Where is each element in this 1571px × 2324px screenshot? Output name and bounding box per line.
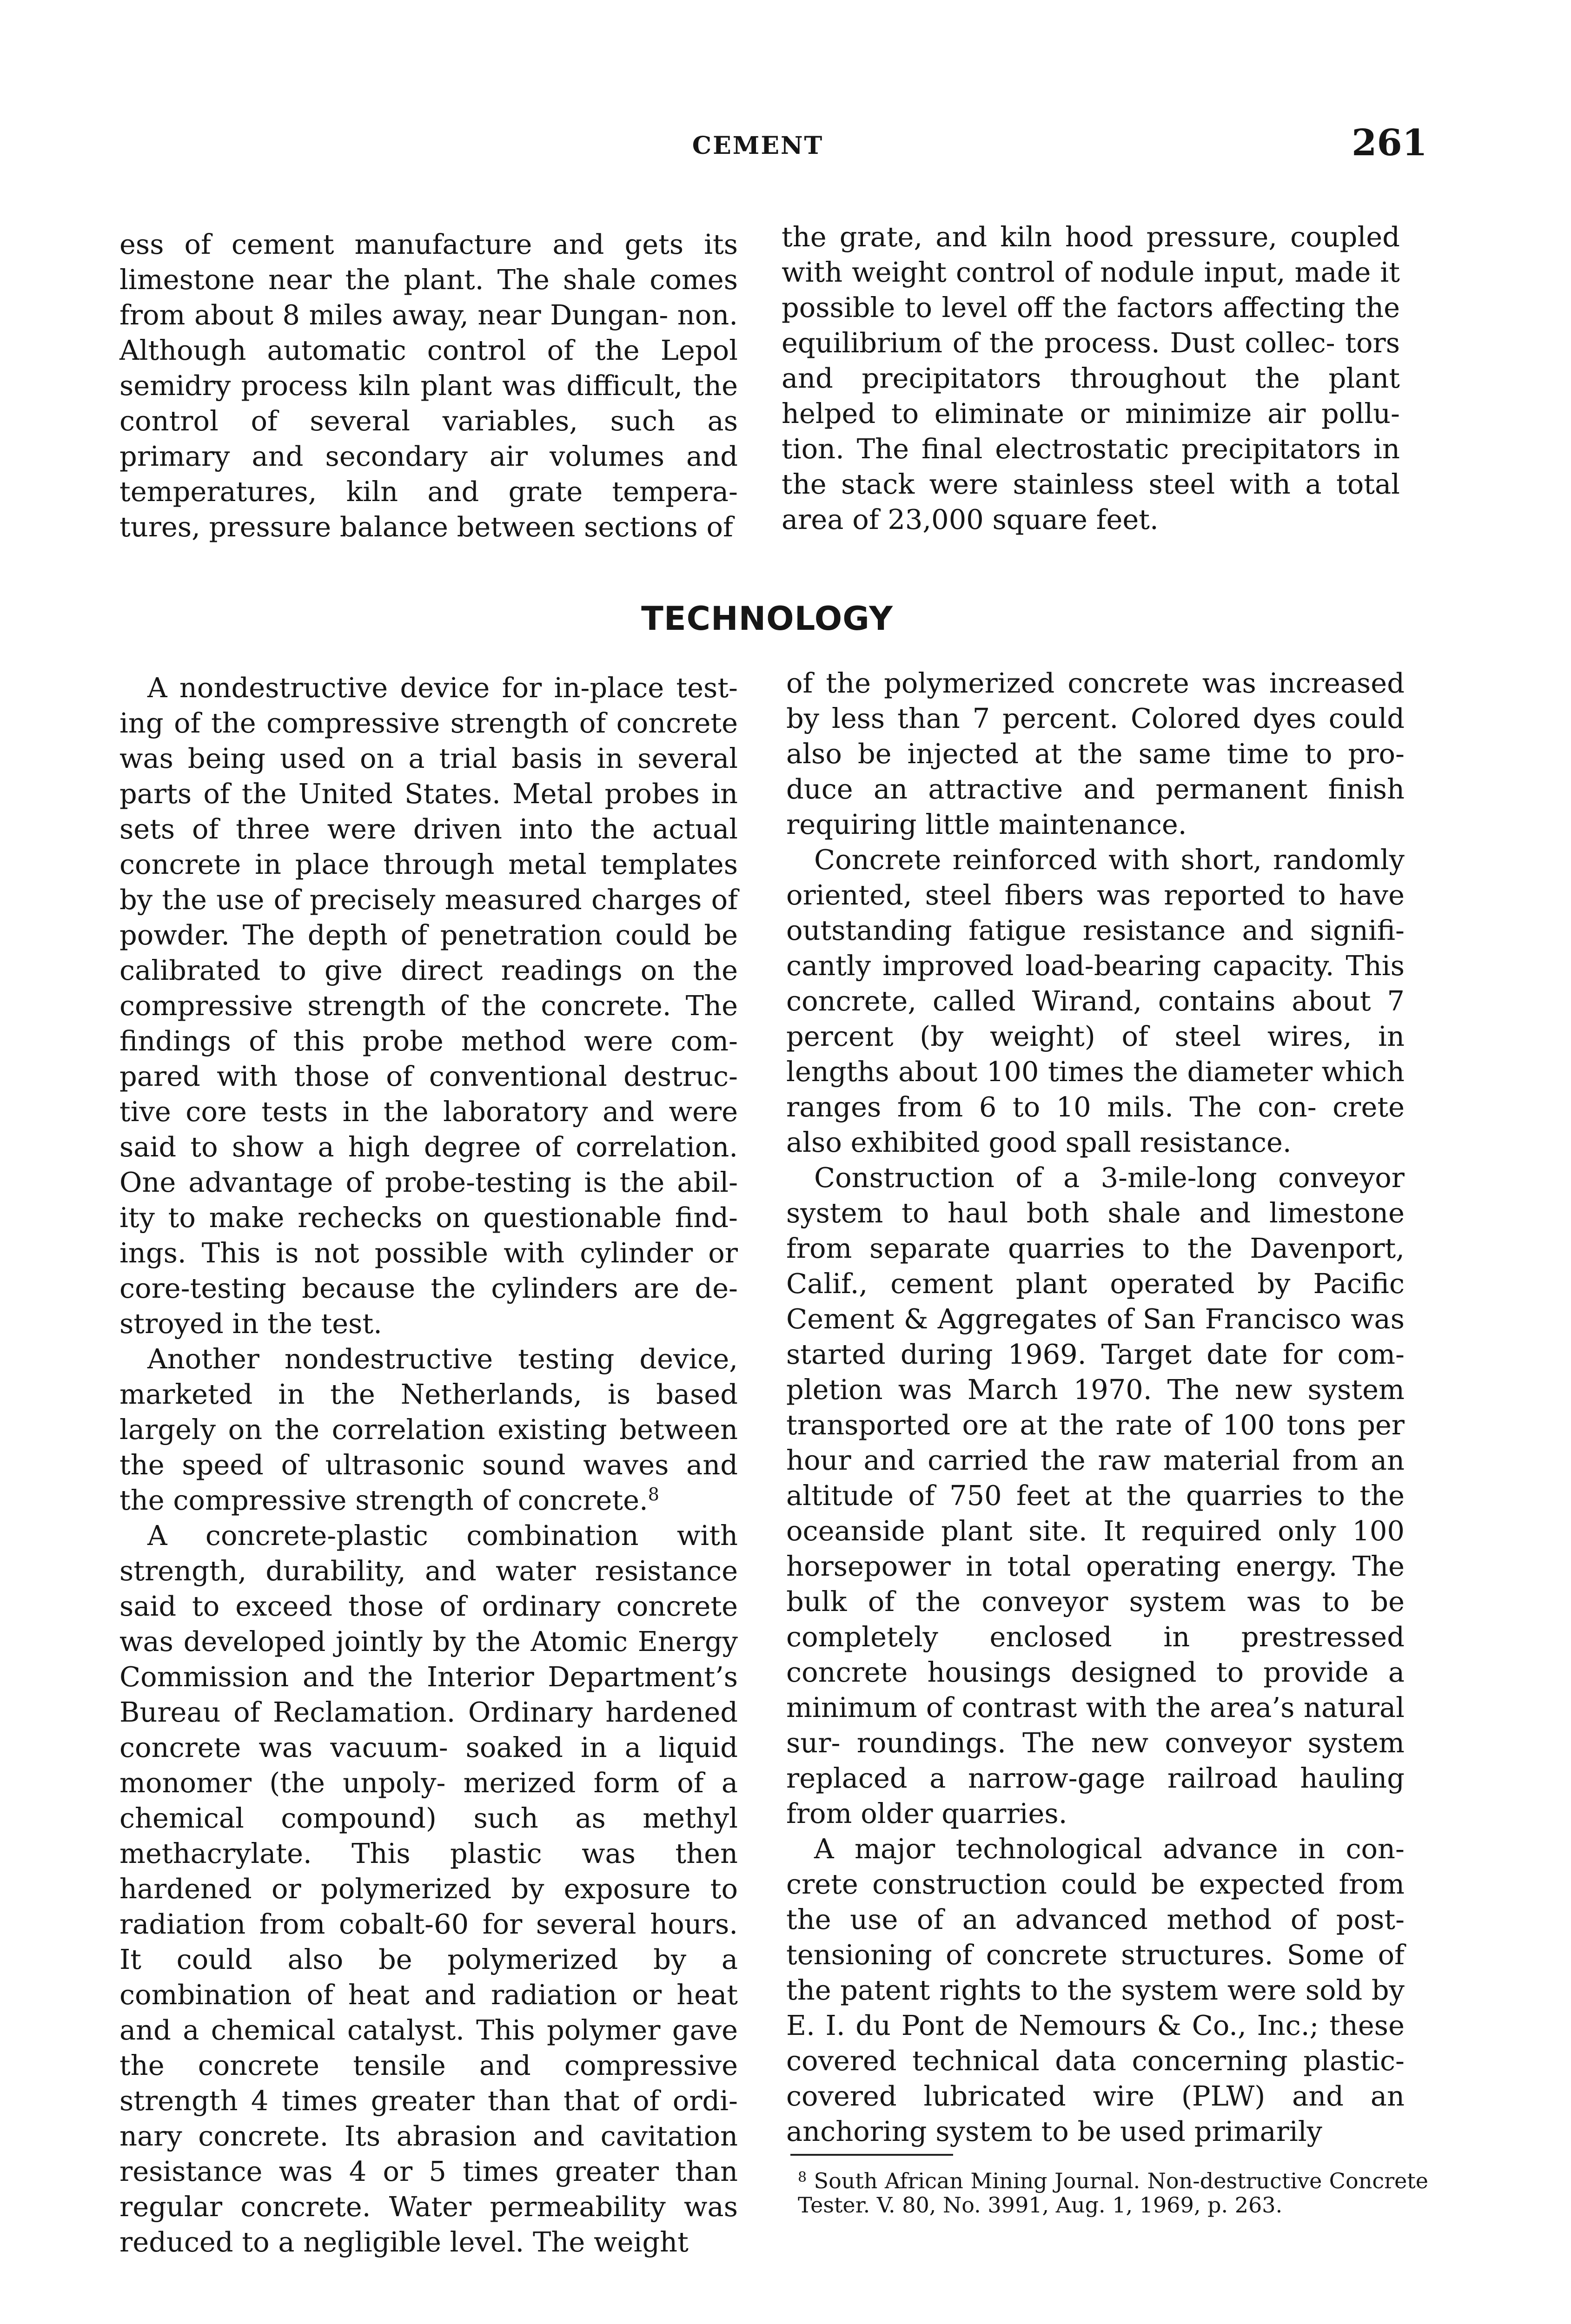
paragraph-text: Another nondestructive testing device, marketed in the Netherlands, is based largely on the correlation existing between the speed of ultrasonic sound waves and the compressive strength of concrete. bbox=[119, 1343, 738, 1516]
footnote bbox=[798, 2169, 1428, 2217]
paragraph: Concrete reinforced with short, randomly oriented, steel fibers was reported to have outstanding fatigue resistance and signifi- cantly improved load-bearing capacity. This concrete, called Wirand, contains about 7 percent (by weight) of steel wires, in lengths about 100 times the diameter which ranges from 6 to 10 mils. The con- crete also exhibited good spall resistance. bbox=[786, 844, 1405, 1158]
paragraph: of the polymerized concrete was increased by less than 7 percent. Colored dyes could also be injected at the same time to pro- duce an attractive and permanent finish requiring little maintenance. bbox=[786, 667, 1405, 840]
footnote-reference: 8 bbox=[648, 1484, 659, 1505]
top-left-column bbox=[119, 227, 738, 545]
paragraph: ess of cement manufacture and gets its limestone near the plant. The shale comes from about 8 miles away, near Dungan- non. Although automatic control of the Lepol semidry process kiln plant was difficult, the control of several variables, such as primary and secondary air volumes and temperatures, kiln and grate tempera- tures, pressure balance between sections of bbox=[119, 228, 738, 543]
running-head: CEMENT bbox=[692, 132, 824, 160]
right-column bbox=[786, 666, 1405, 2149]
footnote-rule bbox=[790, 2154, 953, 2156]
paragraph: A major technological advance in con- crete construction could be expected from the use of an advanced method of post- tensioning of concrete structures. Some of the patent rights to the system were sold by E. I. du Pont de Nemours & Co., Inc.; these covered technical data concerning plastic-covered lubricated wire (PLW) and an anchoring system to be used primarily bbox=[786, 1833, 1405, 2147]
top-right-column bbox=[782, 219, 1400, 537]
left-column bbox=[119, 670, 738, 2260]
section-heading: TECHNOLOGY bbox=[641, 600, 893, 638]
paragraph bbox=[119, 1341, 738, 1518]
footnote-text: South African Mining Journal. Non-destructive Concrete Tester. V. 80, No. 3991, Aug. 1, 1969, p. 263. bbox=[798, 2168, 1428, 2218]
paragraph: A nondestructive device for in-place test- ing of the compressive strength of concrete was being used on a trial basis in several parts of the United States. Metal probes in sets of three were driven into the actual concrete in place through metal templates by the use of precisely measured charges of powder. The depth of penetration could be calibrated to give direct readings on the compressive strength of the concrete. The findings of this probe method were com- pared with those of conventional destruc- tive core tests in the laboratory and were said to show a high degree of correlation. One advantage of probe-testing is the abil- ity to make rechecks on questionable find- ings. This is not possible with cylinder or core-testing because the cylinders are de- stroyed in the test. bbox=[119, 672, 738, 1340]
page-number: 261 bbox=[1352, 122, 1427, 164]
paragraph: Construction of a 3-mile-long conveyor system to haul both shale and limestone from separate quarries to the Davenport, Calif., cement plant operated by Pacific Cement & Aggregates of San Francisco was started during 1969. Target date for com- pletion was March 1970. The new system transported ore at the rate of 100 tons per hour and carried the raw material from an altitude of 750 feet at the quarries to the oceanside plant site. It required only 100 horsepower in total operating energy. The bulk of the conveyor system was to be completely enclosed in prestressed concrete housings designed to provide a minimum of contrast with the area’s natural sur- roundings. The new conveyor system replaced a narrow-gage railroad hauling from older quarries. bbox=[786, 1162, 1405, 1829]
paragraph: A concrete-plastic combination with strength, durability, and water resistance said to exceed those of ordinary concrete was developed jointly by the Atomic Energy Commission and the Interior Department’s Bureau of Reclamation. Ordinary hardened concrete was vacuum- soaked in a liquid monomer (the unpoly- merized form of a chemical compound) such as methyl methacrylate. This plastic was then hardened or polymerized by exposure to radiation from cobalt-60 for several hours. It could also be polymerized by a combination of heat and radiation or heat and a chemical catalyst. This polymer gave the concrete tensile and compressive strength 4 times greater than that of ordi- nary concrete. Its abrasion and cavitation resistance was 4 or 5 times greater than regular concrete. Water permeability was reduced to a negligible level. The weight bbox=[119, 1519, 738, 2258]
paragraph: the grate, and kiln hood pressure, coupled with weight control of nodule input, made it possible to level off the factors affecting the equilibrium of the process. Dust collec- tors and precipitators throughout the plant helped to eliminate or minimize air pollu- tion. The final electrostatic precipitators in the stack were stainless steel with a total area of 23,000 square feet. bbox=[782, 221, 1400, 535]
footnote-marker: 8 bbox=[798, 2169, 807, 2185]
